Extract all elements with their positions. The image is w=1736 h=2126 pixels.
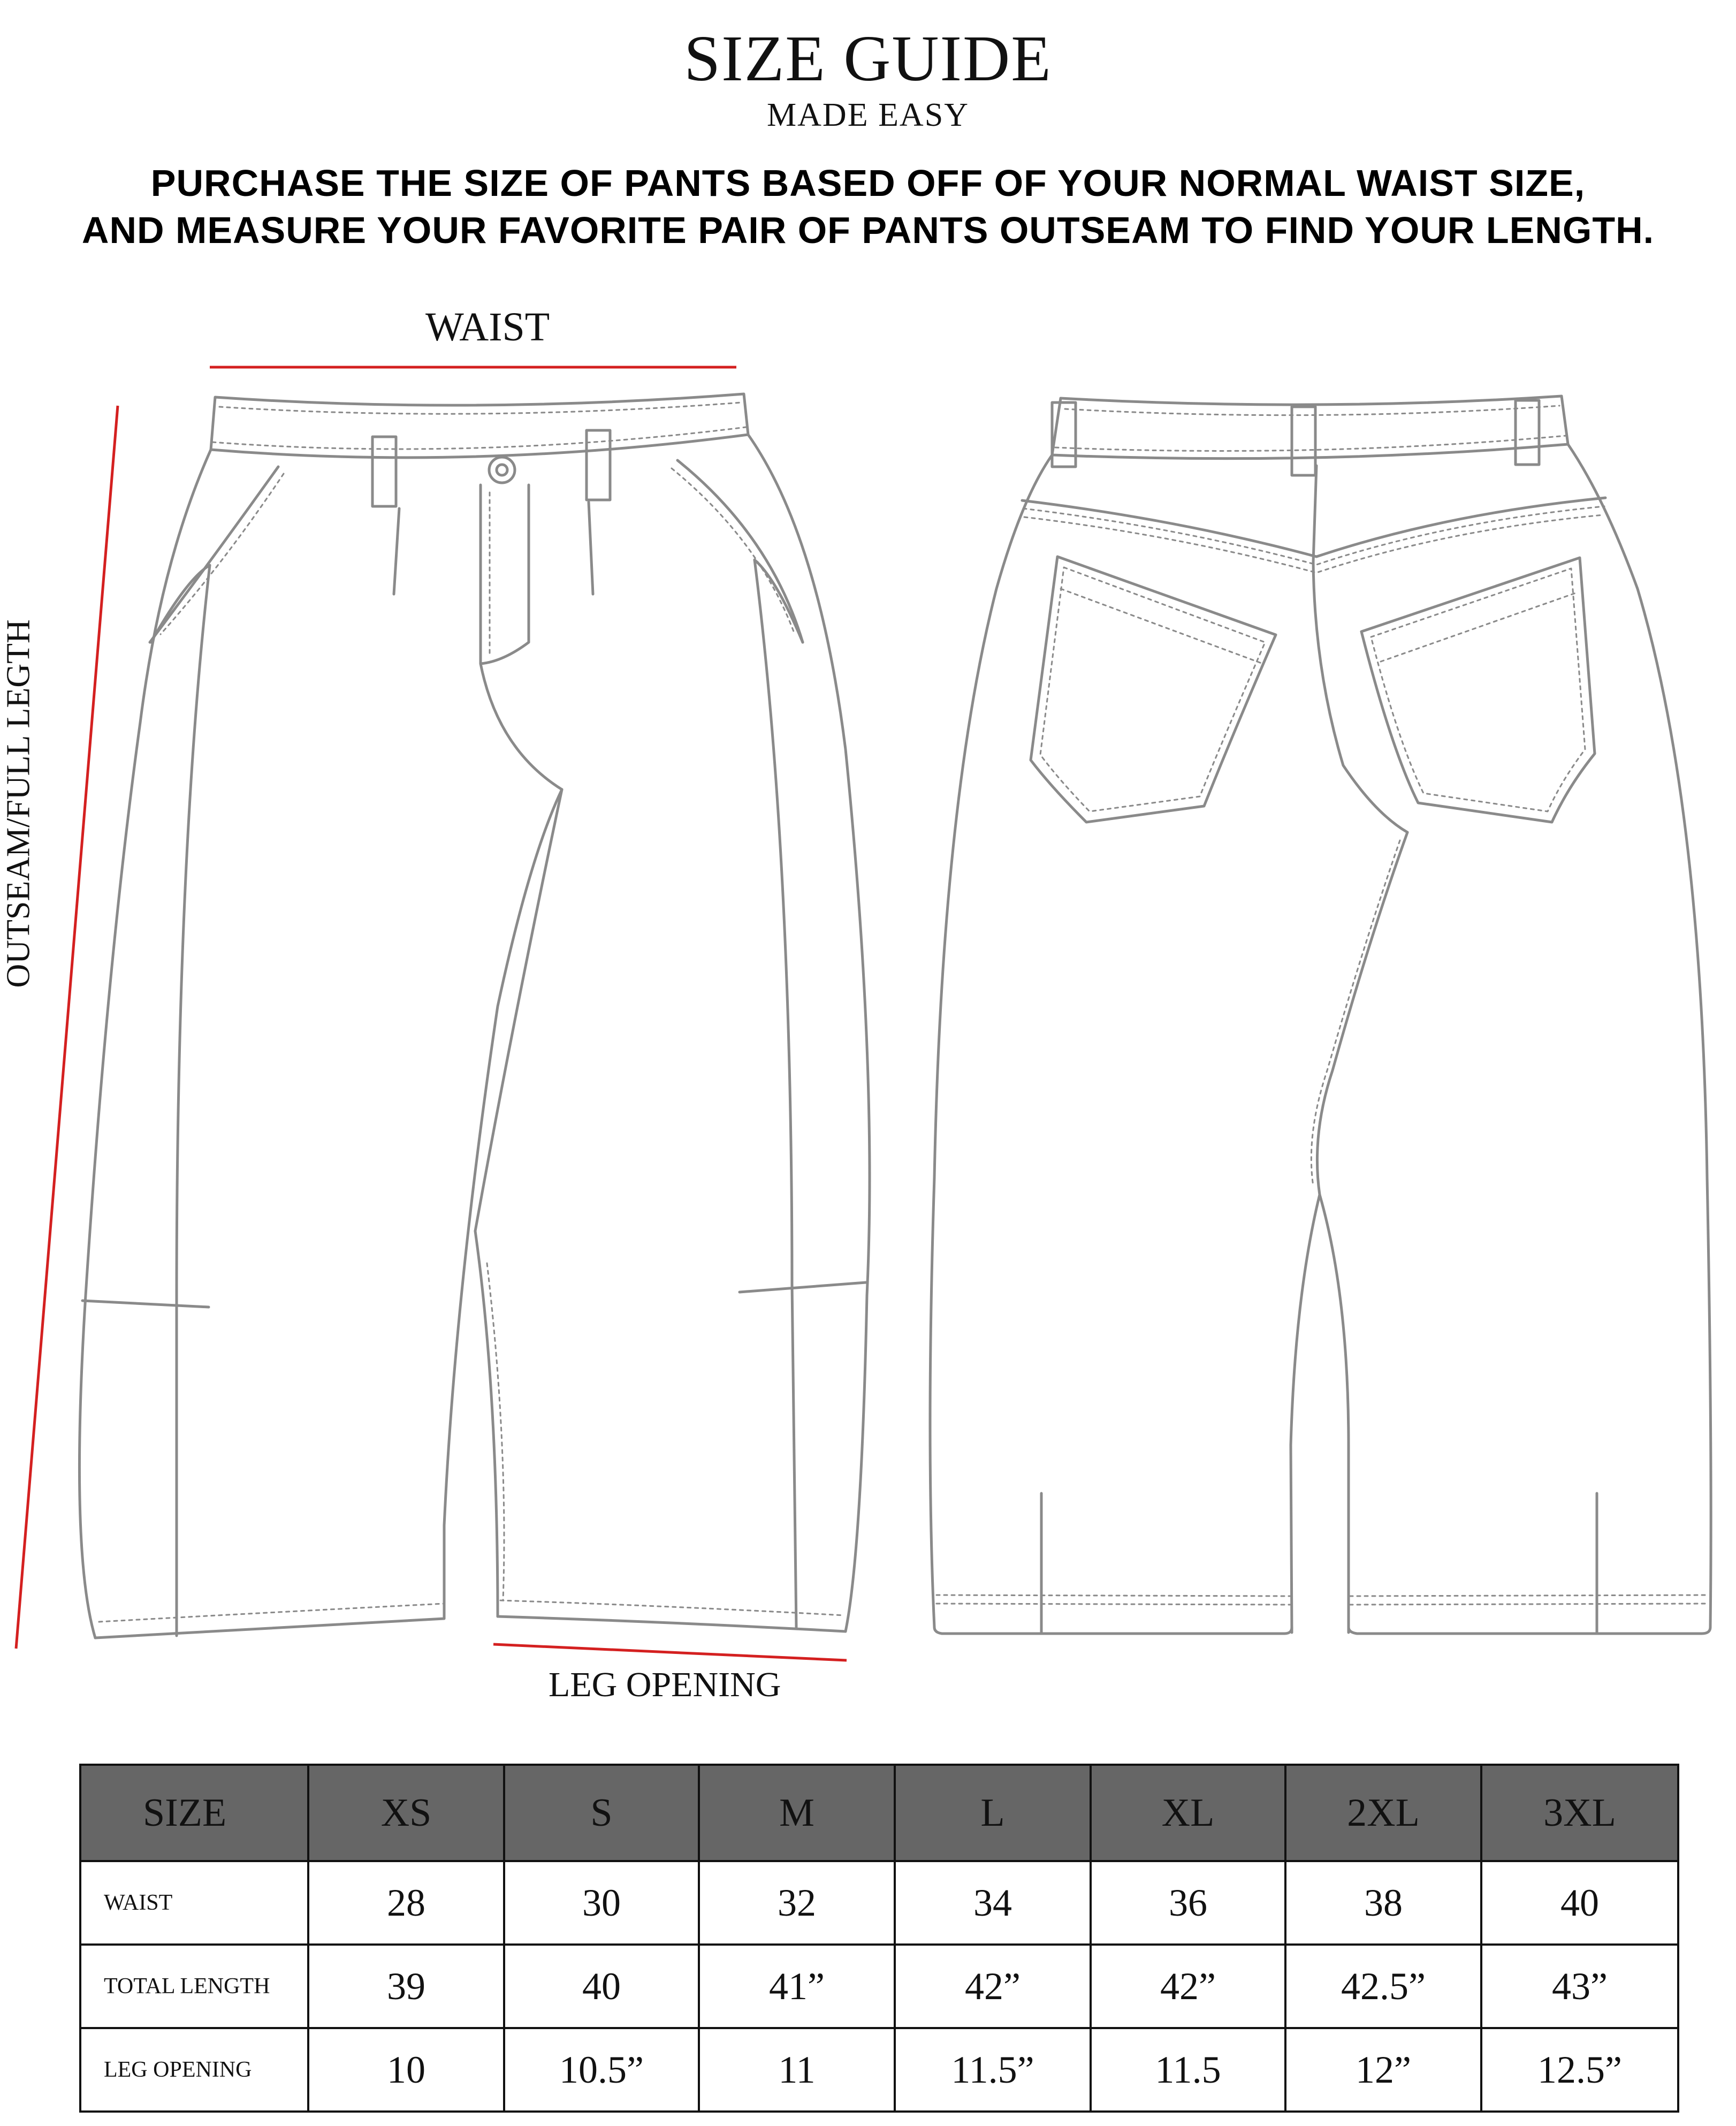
size-chart-table: [79, 1764, 1679, 2113]
size-column-header: M: [699, 1765, 895, 1861]
row-label: TOTAL LENGTH: [80, 1945, 308, 2028]
table-row: [80, 1861, 1678, 1945]
row-label: LEG OPENING: [80, 2028, 308, 2112]
size-column-header: 3XL: [1481, 1765, 1678, 1861]
instruction-line-2: AND MEASURE YOUR FAVORITE PAIR OF PANTS OUTSEAM TO FIND YOUR LENGTH.: [81, 209, 1655, 251]
table-cell: 40: [504, 1945, 699, 2028]
table-cell: 38: [1285, 1861, 1481, 1945]
size-header-cell: SIZE: [80, 1765, 308, 1861]
waist-label: WAIST: [425, 305, 550, 350]
table-cell: 39: [308, 1945, 504, 2028]
table-cell: 10: [308, 2028, 504, 2112]
size-column-header: 2XL: [1285, 1765, 1481, 1861]
table-cell: 10.5”: [504, 2028, 699, 2112]
table-cell: 11: [699, 2028, 895, 2112]
table-cell: 32: [699, 1861, 895, 1945]
outseam-label: OUTSEAM/FULL LEGTH: [0, 619, 37, 988]
table-cell: 12.5”: [1481, 2028, 1678, 2112]
table-row: [80, 2028, 1678, 2112]
instruction-line-1: PURCHASE THE SIZE OF PANTS BASED OFF OF YOUR NORMAL WAIST SIZE,: [150, 162, 1586, 204]
table-cell: 42”: [1091, 1945, 1285, 2028]
outseam-measure-line: [16, 406, 118, 1649]
table-cell: 11.5”: [895, 2028, 1091, 2112]
table-row: [80, 1945, 1678, 2028]
leg-opening-measure-line: [493, 1644, 847, 1660]
table-cell: 43”: [1481, 1945, 1678, 2028]
page-title: SIZE GUIDE: [684, 22, 1052, 95]
back-pants-outline: [930, 396, 1711, 1634]
table-cell: 40: [1481, 1861, 1678, 1945]
row-label: WAIST: [80, 1861, 308, 1945]
table-cell: 11.5: [1091, 2028, 1285, 2112]
size-column-header: S: [504, 1765, 699, 1861]
size-column-header: L: [895, 1765, 1091, 1861]
table-cell: 30: [504, 1861, 699, 1945]
size-column-header: XS: [308, 1765, 504, 1861]
table-cell: 42”: [895, 1945, 1091, 2028]
table-header-row: [80, 1765, 1678, 1861]
table-cell: 42.5”: [1285, 1945, 1481, 2028]
measurement-lines: [16, 367, 847, 1660]
table-cell: 36: [1091, 1861, 1285, 1945]
table-cell: 12”: [1285, 2028, 1481, 2112]
table-cell: 34: [895, 1861, 1091, 1945]
leg-opening-label: LEG OPENING: [549, 1665, 781, 1704]
table-cell: 28: [308, 1861, 504, 1945]
size-column-header: XL: [1091, 1765, 1285, 1861]
front-pants-outline: [79, 394, 870, 1638]
table-cell: 41”: [699, 1945, 895, 2028]
page-subtitle: MADE EASY: [767, 97, 969, 133]
